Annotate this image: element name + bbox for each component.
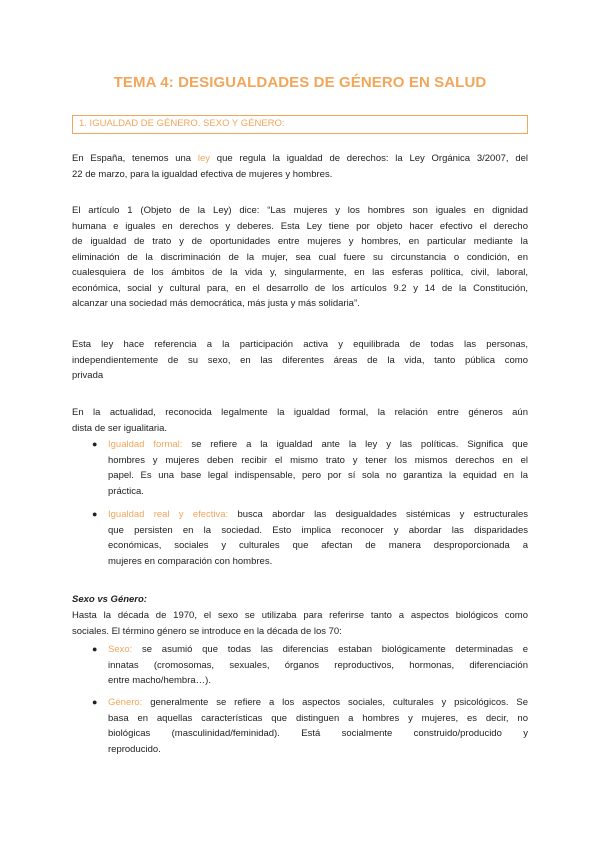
bullet-line: práctica. — [108, 485, 144, 497]
paragraph-line: independientemente de su sexo, en las diferentes áreas de la vida, tanto pública como — [72, 354, 528, 366]
paragraph-line: alcanzar una sociedad más democrática, más justa y más solidaria”. — [72, 298, 360, 309]
bullet-line: Sexo: se asumió que todas las diferencias estaban biológicamente determinadas e — [108, 644, 528, 655]
paragraph-line: privada — [72, 370, 104, 381]
paragraph-line: cualesquiera de los ámbitos de la vida y, singularmente, en las esferas política, civil, laboral, — [72, 267, 528, 278]
paragraph-actualidad — [72, 405, 528, 436]
paragraph-historia — [72, 608, 528, 639]
bullet-line: reproducido. — [108, 743, 161, 755]
bullet-term: Igualdad real y efectiva: — [108, 509, 229, 520]
section-heading: 1. IGUALDAD DE GÉNERO. SEXO Y GÉNERO: — [79, 118, 285, 129]
bullet-igualdad-formal — [108, 437, 528, 499]
bullet-line: hombres y mujeres deben recibir el mismo trato y tener los mismos derechos en el — [108, 454, 528, 466]
bullet-term: Sexo: — [108, 644, 133, 655]
paragraph-line: económica, social y cultural para, en el desarrollo de los artículos 9.2 y 14 de la Constitución, — [72, 282, 528, 294]
paragraph-ley — [72, 151, 528, 182]
bullet-line: económicas, sociales y culturales que afectan de manera desproporcionada a — [108, 540, 528, 551]
bullet-dot-icon: ● — [92, 439, 98, 449]
page-title: TEMA 4: DESIGUALDADES DE GÉNERO EN SALUD — [113, 74, 487, 91]
bullet-line: Género: generalmente se refiere a los aspectos sociales, culturales y psicológicos. Se — [108, 697, 528, 708]
paragraph-line: humana e iguales en derechos y deberes. Esta Ley tiene por objeto hacer efectivo el derecho — [72, 220, 528, 232]
paragraph-line: Esta ley hace referencia a la participación activa y equilibrada de todas las personas, — [72, 339, 528, 350]
bullet-line: mujeres en comparación con hombres. — [108, 555, 273, 567]
bullet-line: papel. Es una base legal indispensable, pero por sí sola no garantiza la equidad en la — [108, 470, 528, 481]
bullet-dot-icon: ● — [92, 509, 98, 519]
paragraph-line: En la actualidad, reconocida legalmente la igualdad formal, la relación entre géneros aún — [72, 407, 528, 418]
paragraph-line: de igualdad de trato y de oportunidades entre mujeres y hombres, en particular mediante la — [72, 236, 528, 247]
paragraph-line: En España, tenemos una ley que regula la igualdad de derechos: la Ley Orgánica 3/2007, del — [72, 153, 528, 164]
bullet-line: Igualdad formal: se refiere a la igualdad ante la ley y las políticas. Significa que — [108, 439, 529, 450]
bullet-igualdad-real — [108, 507, 528, 569]
ley-highlight: ley — [197, 153, 211, 164]
section-heading-box — [72, 115, 528, 134]
bullet-line: que persisten en la sociedad. Esto implica reconocer y abordar las disparidades — [108, 524, 528, 536]
paragraph-line: sociales. El término género se introduce en la década de los 70: — [72, 625, 342, 637]
paragraph-line: Hasta la década de 1970, el sexo se utilizaba para referirse tanto a aspectos biológicos como — [72, 610, 528, 621]
bullet-term: Género: — [108, 697, 143, 708]
paragraph-line: 22 de marzo, para la igualdad efectiva de mujeres y hombres. — [72, 168, 333, 180]
bullet-term: Igualdad formal: — [108, 439, 183, 450]
bullet-line: Igualdad real y efectiva: busca abordar las desigualdades sistémicas y estructurales — [108, 509, 528, 520]
bullet-dot-icon: ● — [92, 697, 98, 707]
bullet-line: entre macho/hembra…). — [108, 675, 211, 686]
bullet-genero — [108, 695, 528, 757]
bullet-dot-icon: ● — [92, 644, 98, 654]
subheading-sexo-genero: Sexo vs Género: — [72, 594, 147, 605]
paragraph-articulo — [72, 203, 528, 312]
bullet-line: biológicas (masculinidad/feminidad). Está socialmente construido/producido y — [108, 728, 528, 739]
paragraph-participacion — [72, 337, 528, 384]
paragraph-line: El artículo 1 (Objeto de la Ley) dice: “Las mujeres y los hombres son iguales en dignidad — [72, 205, 528, 216]
paragraph-line: eliminación de la discriminación de la mujer, sea cual fuere su circunstancia o condición, en — [72, 251, 528, 263]
bullet-line: innatas (cromosomas, sexuales, órganos reproductivos, hormonas, diferenciación — [108, 659, 528, 671]
bullet-line: basa en aquellas características que distinguen a hombres y mujeres, es decir, no — [108, 712, 528, 724]
bullet-sexo — [108, 642, 528, 689]
paragraph-line: dista de ser igualitaria. — [72, 422, 168, 434]
